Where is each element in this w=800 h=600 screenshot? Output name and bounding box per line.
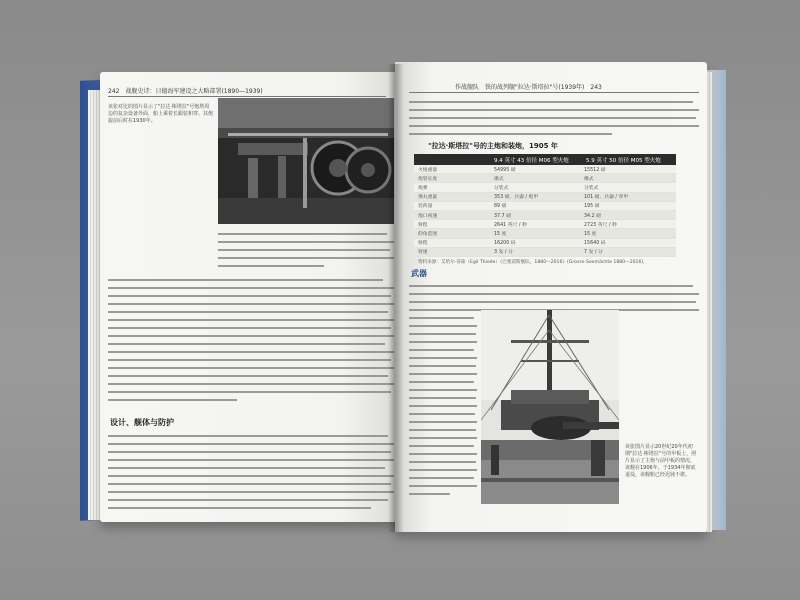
table-cell: 分装式 [494, 185, 509, 191]
table-cell: 射程 [418, 241, 428, 247]
table-cell: 装药量 [418, 204, 433, 210]
table-cell: 炮管长度 [418, 176, 438, 182]
table-cell: 195 磅 [584, 204, 600, 210]
table-col-heading-2: 5.9 英寸 50 倍径 M05 型火炮 [586, 157, 661, 164]
table-cell: 弹丸重量 [418, 195, 438, 201]
table-cell: 3 发 / 分 [494, 250, 513, 256]
table-source-note: 资料来源：艾哈尔·蒂森（Egil Thiede）《巴塞诺斯舰队，1880—2016》(Grosse Seemächte 1880—2016)， [418, 259, 648, 265]
section-heading-weapons: 武器 [411, 269, 427, 278]
table-cell: 2723 英尺 / 秒 [584, 222, 617, 228]
table-cell: 16200 码 [494, 241, 516, 247]
gun-turret-machinery-photo [218, 98, 394, 224]
section-heading-design: 设计、舰体与防护 [110, 418, 174, 427]
table-cell: 爆式 [494, 176, 504, 182]
table-cell: 射速 [418, 250, 428, 256]
table-cell: 101 磅，兵器 / 穿甲 [584, 195, 629, 201]
table-cell: 15640 码 [584, 241, 606, 247]
table-row [414, 174, 676, 183]
intro-caption: 该张对比的图片显示了"拉达·斯塔拉"号炮塔周边的复杂设备外面，船上乘着长跟装和穿。其炮旋前后时在1930年。 [108, 104, 214, 124]
table-cell: 34.2 磅 [584, 213, 602, 219]
table-col-heading-1: 9.4 英寸 43 倍径 M06 型火炮 [494, 157, 569, 164]
left-header-rule [108, 96, 386, 97]
table-cell: 7 发 / 分 [584, 250, 603, 256]
left-body-text-2 [108, 276, 394, 412]
right-body-text-1 [409, 98, 699, 138]
right-page-header: 作战舰队 铁的战列舰"拉达·斯塔拉"号(1939年) 243 [455, 84, 602, 91]
right-header-rule [409, 92, 699, 93]
table-cell: 89 磅 [494, 204, 507, 210]
right-body-text-3 [409, 314, 477, 502]
table-title: "拉达·斯塔拉"号的主炮和装炮，1905 年 [428, 142, 558, 150]
left-body-text-3 [108, 432, 394, 514]
table-subheader [414, 154, 676, 165]
table-row [414, 183, 676, 192]
table-row [414, 239, 676, 248]
table-cell: 炮弹 [418, 185, 428, 191]
book-gutter [388, 64, 404, 532]
table-row [414, 165, 676, 174]
table-cell: 炮口初速 [418, 213, 438, 219]
table-row [414, 248, 676, 257]
gun-specifications-table [414, 141, 676, 266]
table-cell: 15 度 [584, 231, 597, 237]
photo-caption: 该张图片显示20世纪20年代初期"拉达·斯塔拉"号的甲板上，照片显示了主炮与前甲板的情况，该舰在1906年，于1934年彻底退役，该舰船已经迟钝不堪。 [625, 444, 697, 478]
table-row [414, 202, 676, 211]
table-row [414, 220, 676, 229]
table-row [414, 211, 676, 220]
table-row [414, 229, 676, 238]
table-cell: 火炮重量 [418, 167, 438, 173]
table-cell: 353 磅，兵器 / 炮甲 [494, 195, 539, 201]
left-page-header: 242 战舰史诗：日德海军建设之大略部署(1890—1939) [108, 88, 263, 95]
table-cell: 爆式 [584, 176, 594, 182]
table-row [414, 193, 676, 202]
table-cell: 仰角范围 [418, 231, 438, 237]
table-cell: 2641 英尺 / 秒 [494, 222, 527, 228]
left-page [100, 72, 400, 522]
battleship-deck-photo [481, 310, 619, 504]
table-body [414, 165, 676, 257]
table-cell: 15 度 [494, 231, 507, 237]
table-cell: 54995 磅 [494, 167, 516, 173]
table-cell: 15512 磅 [584, 167, 606, 173]
table-cell: 分装式 [584, 185, 599, 191]
table-cell: 37.7 磅 [494, 213, 512, 219]
right-page [395, 62, 707, 532]
table-cell: 射程 [418, 222, 428, 228]
